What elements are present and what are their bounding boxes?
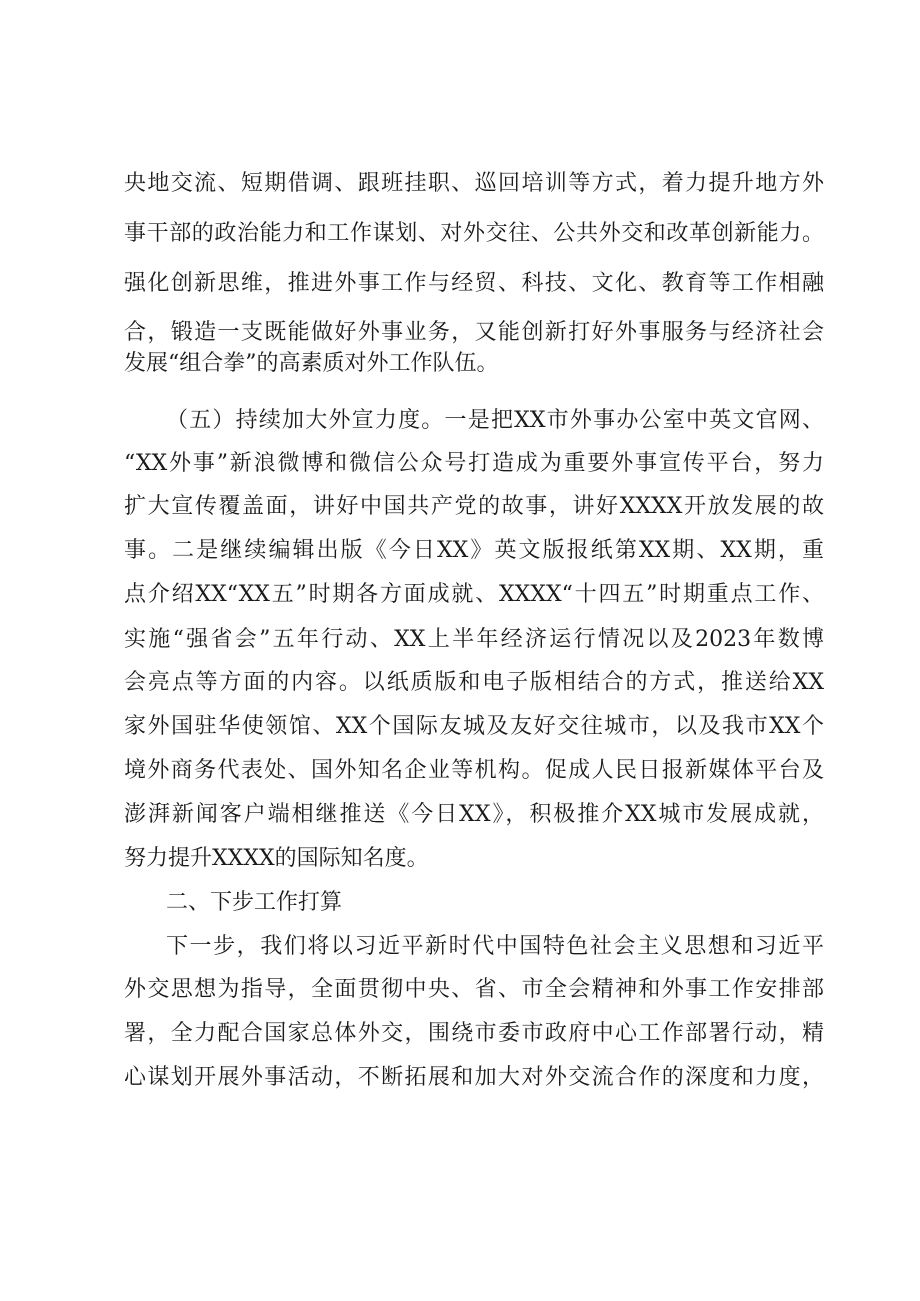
text-line-4: 合，锻造一支既能做好外事业务，又能创新打好外事服务与经济社会: [124, 320, 824, 345]
text-line-18: 下一步，我们将以习近平新时代中国特色社会主义思想和习近平: [166, 934, 824, 959]
text-line-5: 发展“组合拳”的高素质对外工作队伍。: [124, 351, 499, 376]
text-line-13: 家外国驻华使领馆、XX个国际友城及友好交往城市，以及我市XX个: [124, 714, 824, 739]
text-line-20: 署，全力配合国家总体外交，围绕市委市政府中心工作部署行动，精: [124, 1021, 824, 1046]
text-line-8: 扩大宣传覆盖面，讲好中国共产党的故事，讲好XXXX开放发展的故: [124, 494, 824, 519]
text-line-11: 实施“强省会”五年行动、XX上半年经济运行情况以及2023年数博: [124, 627, 824, 652]
text-line-1: 央地交流、短期借调、跟班挂职、巡回培训等方式，着力提升地方外: [124, 171, 824, 196]
text-line-16: 努力提升XXXX的国际知名度。: [124, 846, 429, 871]
text-line-21: 心谋划开展外事活动，不断拓展和加大对外交流合作的深度和力度，: [124, 1065, 824, 1090]
text-line-15: 澎湃新闻客户端相继推送《今日XX》，积极推介XX城市发展成就，: [124, 802, 824, 827]
section-heading: 二、下步工作打算: [166, 890, 343, 915]
text-line-3: 强化创新思维，推进外事工作与经贸、科技、文化、教育等工作相融: [124, 271, 824, 296]
text-line-9: 事。二是继续编辑出版《今日XX》英文版报纸第XX期、XX期，重: [124, 538, 824, 563]
text-line-19: 外交思想为指导，全面贯彻中央、省、市全会精神和外事工作安排部: [124, 977, 824, 1002]
text-line-12: 会亮点等方面的内容。以纸质版和电子版相结合的方式，推送给XX: [124, 670, 824, 695]
text-line-10: 点介绍XX“XX五”时期各方面成就、XXXX“十四五”时期重点工作、: [124, 582, 824, 607]
text-line-2: 事干部的政治能力和工作谋划、对外交往、公共外交和改革创新能力。: [124, 221, 824, 246]
text-line-7: “XX外事”新浪微博和微信公众号打造成为重要外事宣传平台，努力: [124, 451, 824, 476]
text-line-14: 境外商务代表处、国外知名企业等机构。促成人民日报新媒体平台及: [124, 758, 824, 783]
text-line-6: （五）持续加大外宣力度。一是把XX市外事办公室中英文官网、: [166, 408, 824, 433]
